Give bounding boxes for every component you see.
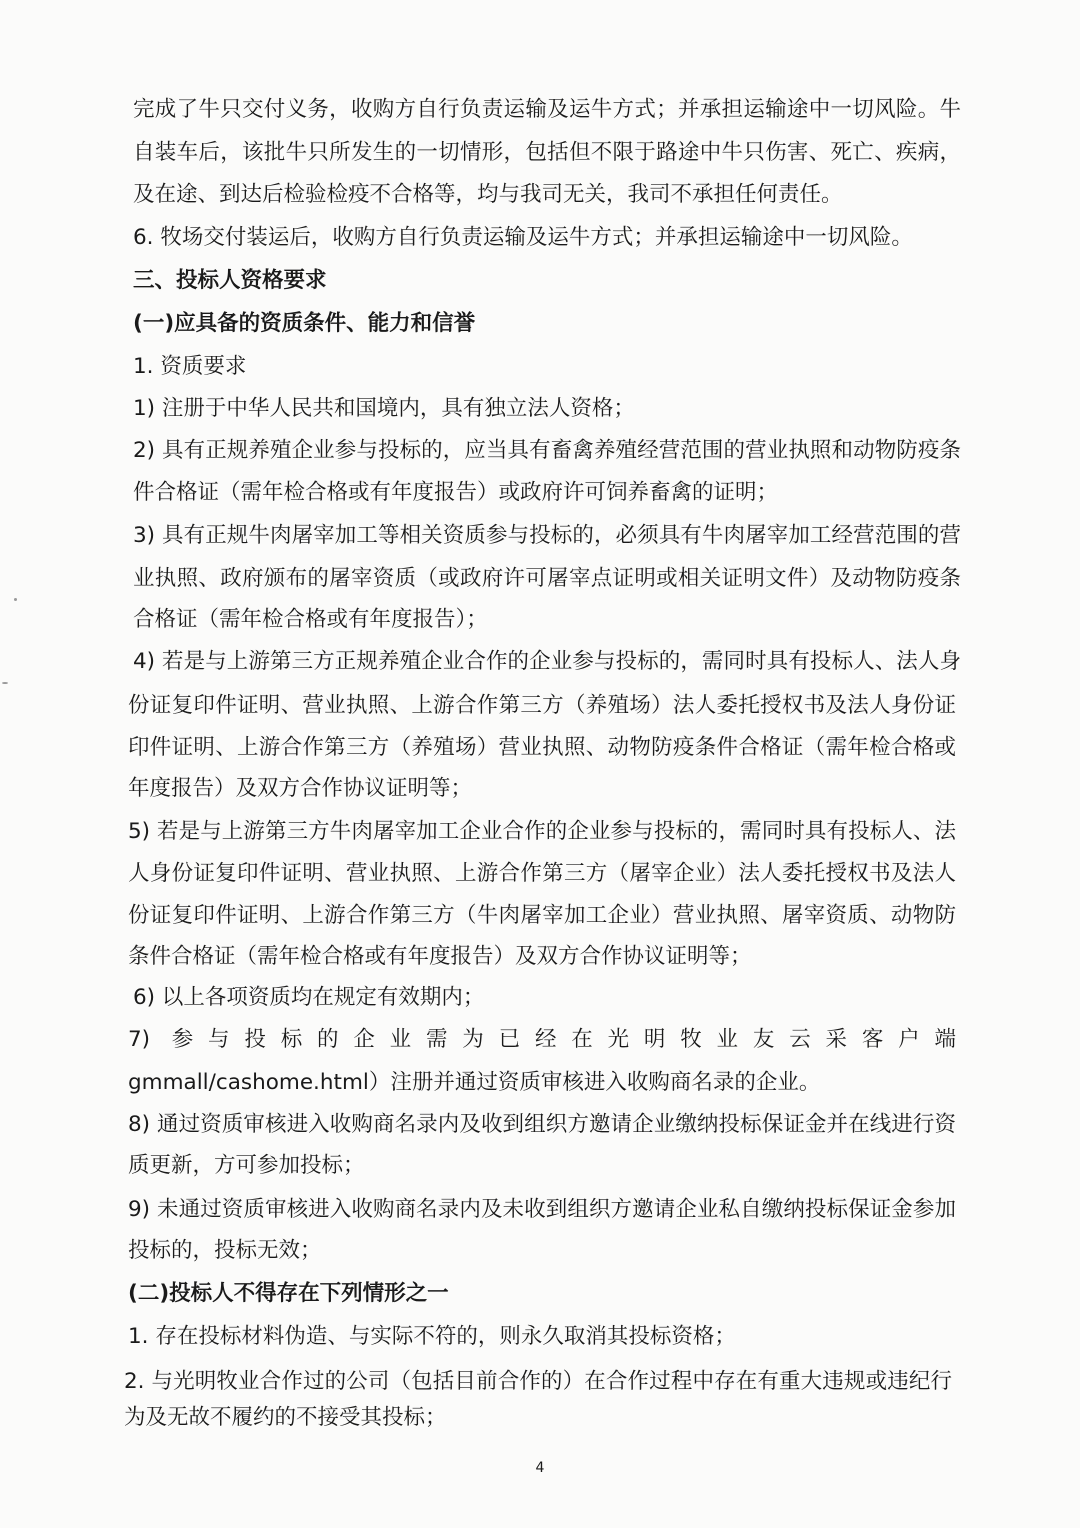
text-line: 条件合格证（需年检合格或有年度报告）及双方合作协议证明等； xyxy=(128,944,752,969)
text-line: 7) 参与投标的企业需为已经在光明牧业友云采客户端 xyxy=(128,1027,956,1052)
scan-speck xyxy=(14,598,17,601)
section-heading: (二)投标人不得存在下列情形之一 xyxy=(128,1281,449,1306)
text-line: 2. 与光明牧业合作过的公司（包括目前合作的）在合作过程中存在有重大违规或违纪行 xyxy=(124,1369,952,1394)
text-line: 份证复印件证明、上游合作第三方（牛肉屠宰加工企业）营业执照、屠宰资质、动物防 xyxy=(128,903,956,928)
text-line: 5) 若是与上游第三方牛肉屠宰加工企业合作的企业参与投标的，需同时具有投标人、法 xyxy=(128,819,956,844)
text-line: 1. 资质要求 xyxy=(133,354,247,379)
text-line: 1) 注册于中华人民共和国境内，具有独立法人资格； xyxy=(133,396,635,421)
text-line: 份证复印件证明、营业执照、上游合作第三方（养殖场）法人委托授权书及法人身份证 xyxy=(128,693,956,718)
section-heading: 三、投标人资格要求 xyxy=(133,268,327,293)
text-line: 6. 牧场交付装运后，收购方自行负责运输及运牛方式；并承担运输途中一切风险。 xyxy=(133,225,913,250)
text-line: 4) 若是与上游第三方正规养殖企业合作的企业参与投标的，需同时具有投标人、法人身 xyxy=(133,649,961,674)
text-line: 3) 具有正规牛肉屠宰加工等相关资质参与投标的，必须具有牛肉屠宰加工经营范围的营 xyxy=(133,523,961,548)
text-line: 件合格证（需年检合格或有年度报告）或政府许可饲养畜禽的证明； xyxy=(133,480,779,505)
text-line: 质更新，方可参加投标； xyxy=(128,1153,365,1178)
text-line: 完成了牛只交付义务，收购方自行负责运输及运牛方式；并承担运输途中一切风险。牛 xyxy=(133,97,961,122)
text-line: gmmall/cashome.html）注册并通过资质审核进入收购商名录的企业。 xyxy=(128,1070,821,1095)
text-line: 6) 以上各项资质均在规定有效期内； xyxy=(133,985,485,1010)
text-line: 1. 存在投标材料伪造、与实际不符的，则永久取消其投标资格； xyxy=(128,1324,736,1349)
text-line: 自装车后，该批牛只所发生的一切情形，包括但不限于路途中牛只伤害、死亡、疾病， xyxy=(133,140,961,165)
text-line: 为及无故不履约的不接受其投标； xyxy=(124,1405,447,1430)
text-line: 9) 未通过资质审核进入收购商名录内及未收到组织方邀请企业私自缴纳投标保证金参加 xyxy=(128,1197,956,1222)
text-line: 业执照、政府颁布的屠宰资质（或政府许可屠宰点证明或相关证明文件）及动物防疫条 xyxy=(133,566,961,591)
text-line: 及在途、到达后检验检疫不合格等，均与我司无关，我司不承担任何责任。 xyxy=(133,182,843,207)
text-line: 人身份证复印件证明、营业执照、上游合作第三方（屠宰企业）法人委托授权书及法人 xyxy=(128,861,956,886)
page-number: 4 xyxy=(535,1460,545,1476)
text-line: 2) 具有正规养殖企业参与投标的，应当具有畜禽养殖经营范围的营业执照和动物防疫条 xyxy=(133,438,961,463)
text-line: 投标的，投标无效； xyxy=(128,1238,322,1263)
text-line: 8) 通过资质审核进入收购商名录内及收到组织方邀请企业缴纳投标保证金并在线进行资 xyxy=(128,1112,956,1137)
text-line: 年度报告）及双方合作协议证明等； xyxy=(128,776,473,801)
text-line: 合格证（需年检合格或有年度报告）； xyxy=(133,607,488,632)
scan-speck xyxy=(2,682,8,684)
section-heading: (一)应具备的资质条件、能力和信誉 xyxy=(133,311,476,336)
text-line: 印件证明、上游合作第三方（养殖场）营业执照、动物防疫条件合格证（需年检合格或 xyxy=(128,735,956,760)
